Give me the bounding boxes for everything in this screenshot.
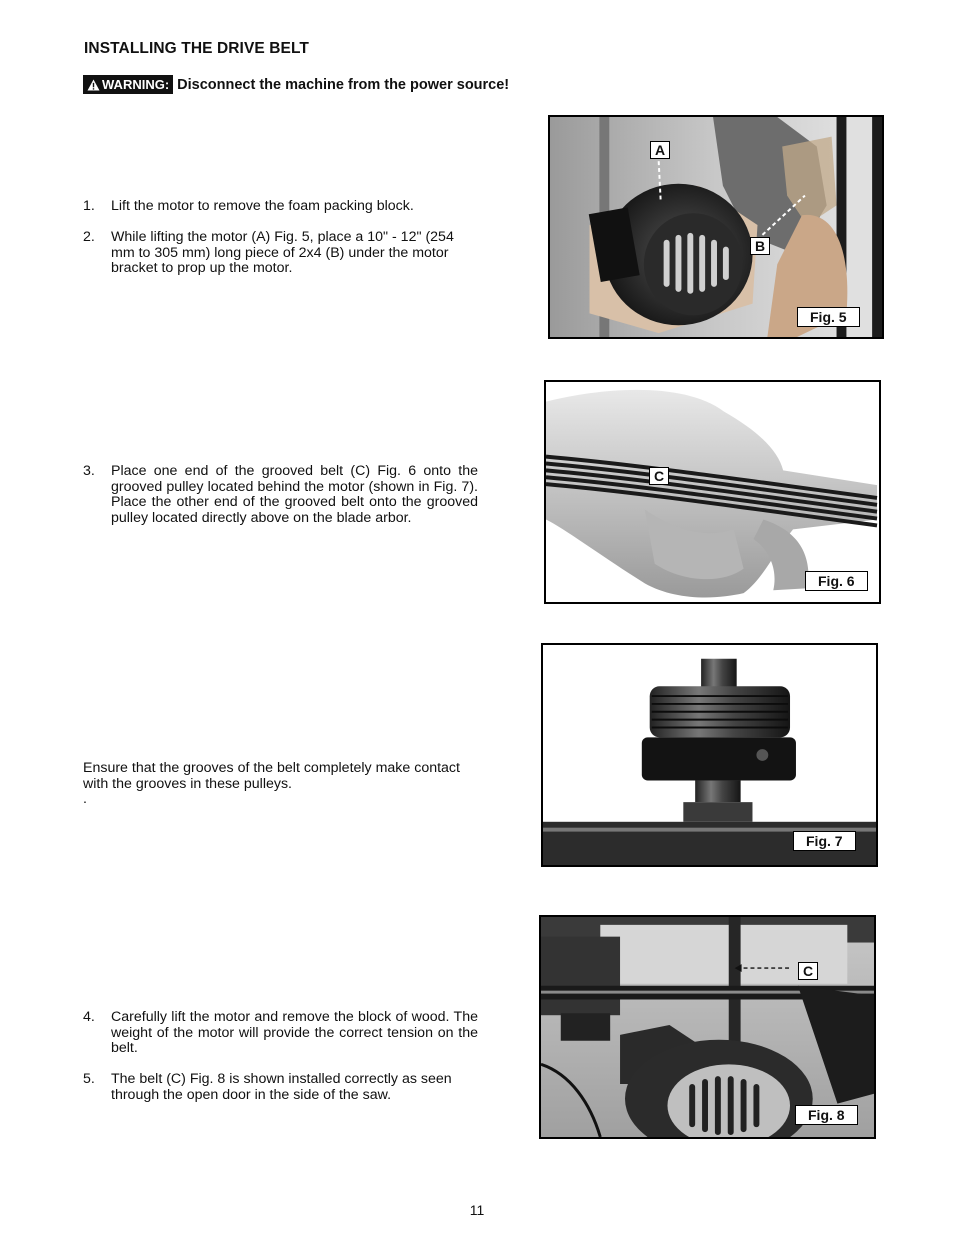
figure-8-photo [539,915,876,1139]
warning-text: Disconnect the machine from the power source! [177,76,510,93]
step-text: Place one end of the grooved belt (C) Fig. 6 onto the grooved pulley located behind the motor (shown in Fig. 7). Place the other end of the grooved belt onto the grooved pulley located directly above on the blade arbor. [111,463,478,526]
warning-badge [83,75,173,94]
step-text: The belt (C) Fig. 8 is shown installed correctly as seen through the open door in the side of the saw. [111,1071,452,1103]
installed-belt-illustration [541,917,874,1137]
figure-5-photo [548,115,884,339]
warning-badge-label: WARNING: [102,77,170,92]
figure-5-label: Fig. 5 [797,307,860,327]
note-text: Ensure that the grooves of the belt completely make contact with the grooves in these pulleys. [83,760,460,792]
figure-6-label: Fig. 6 [805,571,868,591]
page-number: 11 [469,1202,485,1218]
step-number: 4. [83,1009,95,1025]
warning-row [83,75,509,94]
step-1 [83,199,478,215]
step-number: 3. [83,463,95,479]
step-number: 2. [83,229,95,245]
step-4 [83,1010,478,1057]
section-title: INSTALLING THE DRIVE BELT [84,40,309,57]
figure-6-photo [544,380,881,604]
motor-lift-illustration [550,117,882,337]
step-text: Lift the motor to remove the foam packing block. [111,198,414,214]
step-number: 1. [83,198,95,214]
step-text: Carefully lift the motor and remove the block of wood. The weight of the motor will provide the correct tension on the belt. [111,1009,478,1057]
step-5 [83,1072,478,1103]
note-dot: . [83,791,87,808]
step-2 [83,230,468,277]
step-3 [83,464,478,526]
callout-c: C [649,467,669,485]
figure-8-label: Fig. 8 [795,1105,858,1125]
note-paragraph [83,761,481,808]
callout-b: B [750,237,770,255]
step-number: 5. [83,1071,95,1087]
figure-7-label: Fig. 7 [793,831,856,851]
figure-7-photo [541,643,878,867]
callout-a: A [650,141,670,159]
belt-in-hand-illustration [546,382,879,602]
step-text: While lifting the motor (A) Fig. 5, place a 10" - 12" (254 mm to 305 mm) long piece of 2x4 (B) under the motor bracket to prop up the motor. [111,229,454,277]
warning-triangle-icon [87,79,100,91]
callout-c: C [798,962,818,980]
